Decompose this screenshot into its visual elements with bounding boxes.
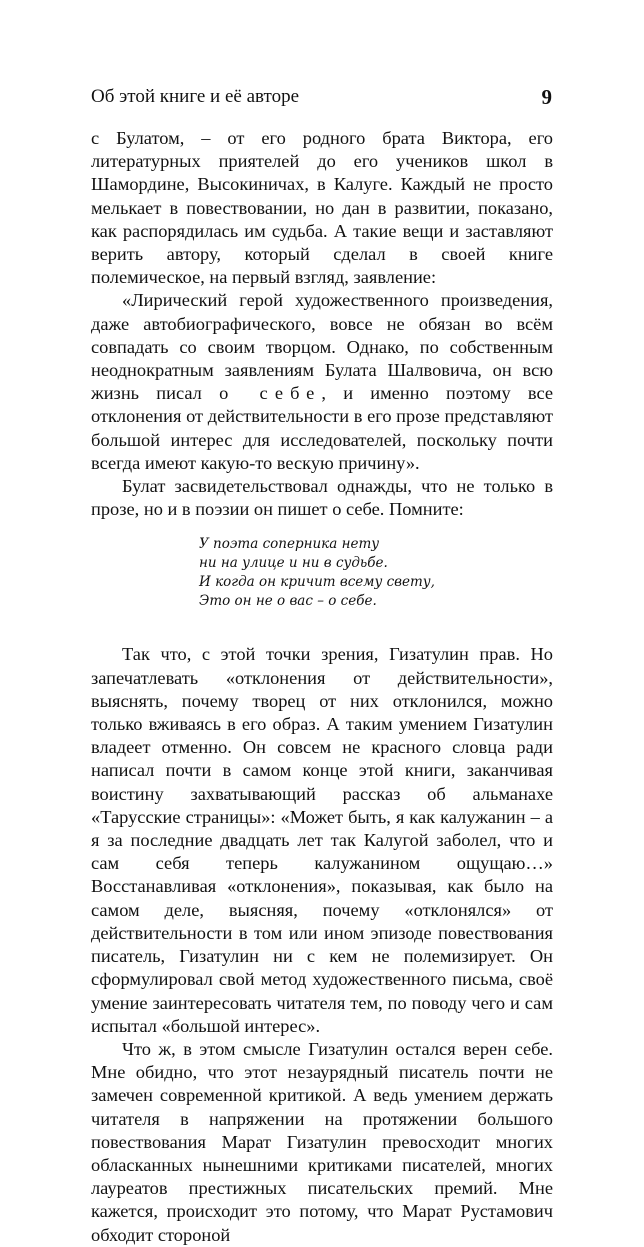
- running-header: [91, 84, 552, 110]
- quote-emphasis: о себе: [219, 383, 322, 404]
- paragraph-gizatulin-method: Так что, с этой точки зрения, Гизатулин прав. Но запечатлевать «отклонения от действительности», выяснять, почему творец от них отклонился, можно только вживаясь в его образ. А таким умением Гизатулин владеет отменно. Он совсем не красного словца ради написал почти в самом конце этой книги, заканчивая воистину захватывающий рассказ об альманахе «Тарусские страницы»: «Может быть, я как калужанин – а я за последние двадцать лет так Калугой заболел, что и сам себя теперь калужанином ощущаю…» Восстанавливая «отклонения», показывая, как было на самом деле, выясняя, почему «отклонялся» от действительности в том или ином эпизоде повествования писатель, Гизатулин ни с кем не полемизирует. Он сформулировал свой метод художественного письма, своё умение заинтересовать читателя тем, по поводу чего и сам испытал «большой интерес».: [91, 644, 553, 1036]
- quote-paragraph: [91, 289, 553, 475]
- poem-line: У поэта соперника нету: [199, 536, 380, 553]
- paragraph-poetry-intro: Булат засвидетельствовал однажды, что не только в прозе, но и в поэзии он пишет о себе. Помните:: [91, 476, 553, 520]
- poem-excerpt: [199, 535, 553, 611]
- page-number: 9: [541, 85, 552, 109]
- paragraph-critics: Что ж, в этом смысле Гизатулин остался верен себе. Мне обидно, что этот незаурядный писатель почти не замечен современной критикой. А ведь умением держать читателя в напряжении на протяжении большого повествования Марат Гизатулин превосходит многих обласканных нынешними критиками писателей, многих лауреатов престижных писательских премий. Мне кажется, происходит это потому, что Марат Рустамович обходит стороной: [91, 1038, 553, 1245]
- poem-line: И когда он кричит всему свету,: [199, 574, 435, 591]
- quote-text-start: «Лирический герой художественного произведения, даже автобиографического, вовсе не обязан во всём совпадать со своим творцом. Однако, по собственным неоднократным заявлениям Булата Шалвовича, он всю жизнь писал: [91, 290, 553, 404]
- running-header-title: Об этой книге и её авторе: [91, 86, 300, 107]
- paragraph-continuation: с Булатом, – от его родного брата Виктора, его литературных приятелей до его учеников школ в Шамордине, Высокиничах, в Калуге. Каждый не просто мелькает в повествовании, но дан в развитии, показано, как распорядилась им судьба. А такие вещи и заставляют верить автору, который сделал в своей книге полемическое, на первый взгляд, заявление:: [91, 128, 553, 288]
- body-text: [91, 127, 553, 1247]
- quote-text-end: , и именно поэтому все отклонения от действительности в его прозе представляют большой интерес для исследователей, поскольку почти всегда имеют какую-то вескую причину».: [91, 383, 553, 473]
- poem-line: Это он не о вас – о себе.: [199, 593, 377, 610]
- poem-line: ни на улице и ни в судьбе.: [199, 555, 388, 572]
